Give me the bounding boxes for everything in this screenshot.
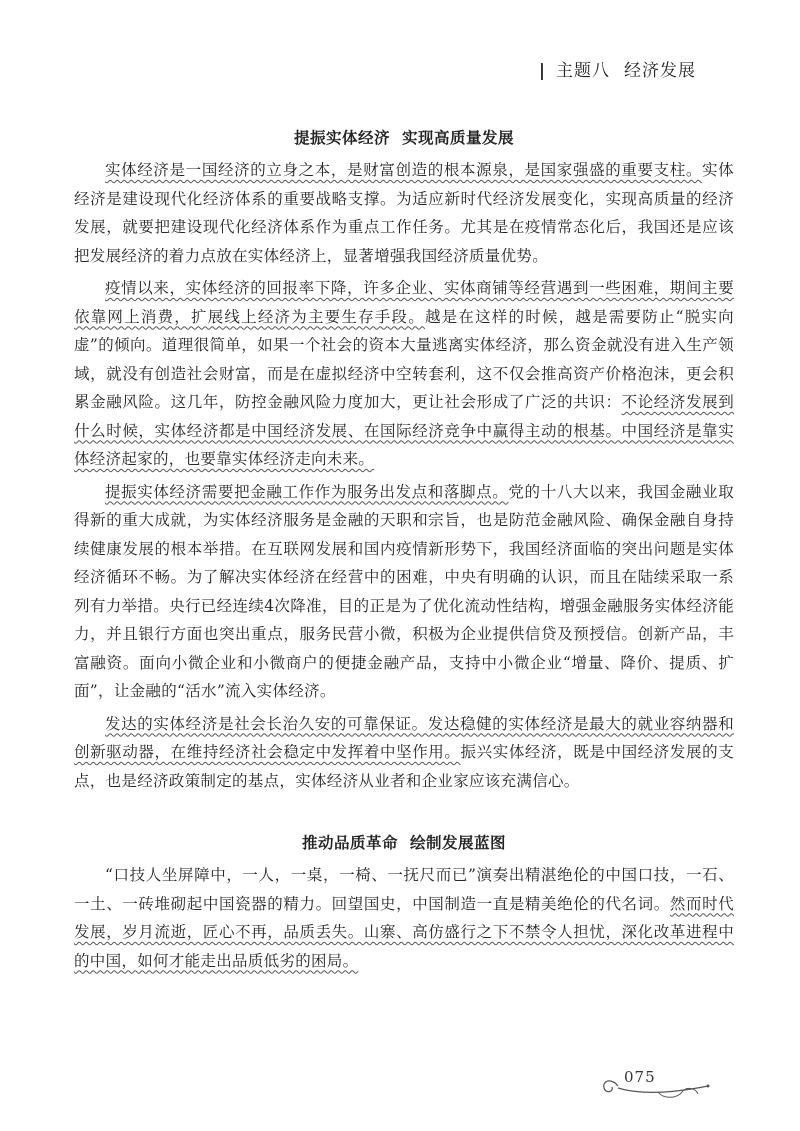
- underlined-sentence: 提振实体经济需要把金融工作作为服务出发点和落脚点。: [105, 482, 509, 501]
- header-topic: 主题八: [556, 61, 610, 81]
- underlined-sentence: 疫情以来，实体经济的回报率下降，许多企业、实体商铺等经营遇到一些困难，期间主要依靠网上消费，扩展线上经济为主要生存手段。: [74, 279, 734, 326]
- underlined-sentence: 发达的实体经济是社会长治久安的可靠保证。发达稳健的实体经济是最大的就业容纳器和创新驱动器，在维持经济社会稳定中发挥着中坚作用。: [74, 714, 734, 761]
- underlined-sentence: 然而时代发展，岁月流逝，匠心不再，品质丢失。山寨、高仿盛行之下不禁令人担忧，深化改革进程中的中国，如何才能走出品质低劣的困局。: [74, 894, 735, 970]
- page-number: 075: [624, 1068, 656, 1086]
- ornament-icon: [598, 1064, 718, 1104]
- header-subject: 经济发展: [624, 61, 696, 81]
- running-header: [539, 56, 696, 81]
- paragraph-1: 实体经济是一国经济的立身之本，是财富创造的根本源泉，是国家强盛的重要支柱。实体经济是建设现代化经济体系的重要战略支撑。为适应新时代经济发展变化，实现高质量的经济发展，就要把建设现代化经济体系作为重点工作任务。尤其是在疫情常态化后，我国还是应该把发展经济的着力点放在实体经济上，显著增强我国经济质量优势。: [74, 161, 734, 265]
- paragraph-2: 疫情以来，实体经济的回报率下降，许多企业、实体商铺等经营遇到一些困难，期间主要依靠网上消费，扩展线上经济为主要生存手段。越是在这样的时候，越是需要防止“脱实向虚”的倾向。道理很简单，如果一个社会的资本大量逃离实体经济，那么资金就没有进入生产领域，就没有创造社会财富，而是在虚拟经济中空转套利，这不仅会推高资产价格泡沫，更会积累金融风险。这几年，防控金融风险力度加大，更让社会形成了广泛的共识：不论经济发展到什么时候，实体经济都是中国经济发展、在国际经济竞争中赢得主动的根基。中国经济是靠实体经济起家的，也要靠实体经济走向未来。: [74, 279, 734, 468]
- page-footer: [598, 1064, 718, 1104]
- paragraph-4: 发达的实体经济是社会长治久安的可靠保证。发达稳健的实体经济是最大的就业容纳器和创新驱动器，在维持经济社会稳定中发挥着中坚作用。振兴实体经济，既是中国经济发展的支点，也是经济政策制定的基点，实体经济从业者和企业家应该充满信心。: [74, 714, 734, 790]
- section-1-title: 提振实体经济 实现高质量发展: [293, 128, 515, 147]
- paragraph-5: “口技人坐屏障中，一人，一桌，一椅、一抚尺而已”演奏出精湛绝伦的中国口技，一石、一土、一砖堆砌起中国瓷器的精力。回望国史，中国制造一直是精美绝伦的代名词。然而时代发展，岁月流逝，匠心不再，品质丢失。山寨、高仿盛行之下不禁令人担忧，深化改革进程中的中国，如何才能走出品质低劣的困局。: [74, 866, 735, 970]
- header-bar: |: [538, 61, 546, 81]
- article-content: [74, 126, 734, 979]
- section-2-title: 推动品质革命 绘制发展蓝图: [301, 833, 507, 852]
- paragraph-3: 提振实体经济需要把金融工作作为服务出发点和落脚点。党的十八大以来，我国金融业取得新的重大成就，为实体经济服务是金融的天职和宗旨，也是防范金融风险、确保金融自身持续健康发展的根本举措。在互联网发展和国内疫情新形势下，我国经济面临的突出问题是实体经济循环不畅。为了解决实体经济在经营中的困难，中央有明确的认识，而且在陆续采取一系列有力举措。央行已经连续4次降准，目的正是为了优化流动性结构，增强金融服务实体经济能力，并且银行方面也突出重点，服务民营小微，积极为企业提供信贷及预授信。创新产品，丰富融资。面向小微企业和小微商户的便捷金融产品，支持中小微企业“增量、降价、提质、扩面”，让金融的“活水”流入实体经济。: [74, 482, 734, 700]
- underlined-sentence: 实体经济是一国经济的立身之本，是财富创造的根本源泉，是国家强盛的重要支柱。: [105, 161, 703, 179]
- underlined-sentence: 不论经济发展到什么时候，实体经济都是中国经济发展、在国际经济竞争中赢得主动的根基。中国经济是靠实体经济起家的，也要靠实体经济走向未来。: [74, 393, 734, 468]
